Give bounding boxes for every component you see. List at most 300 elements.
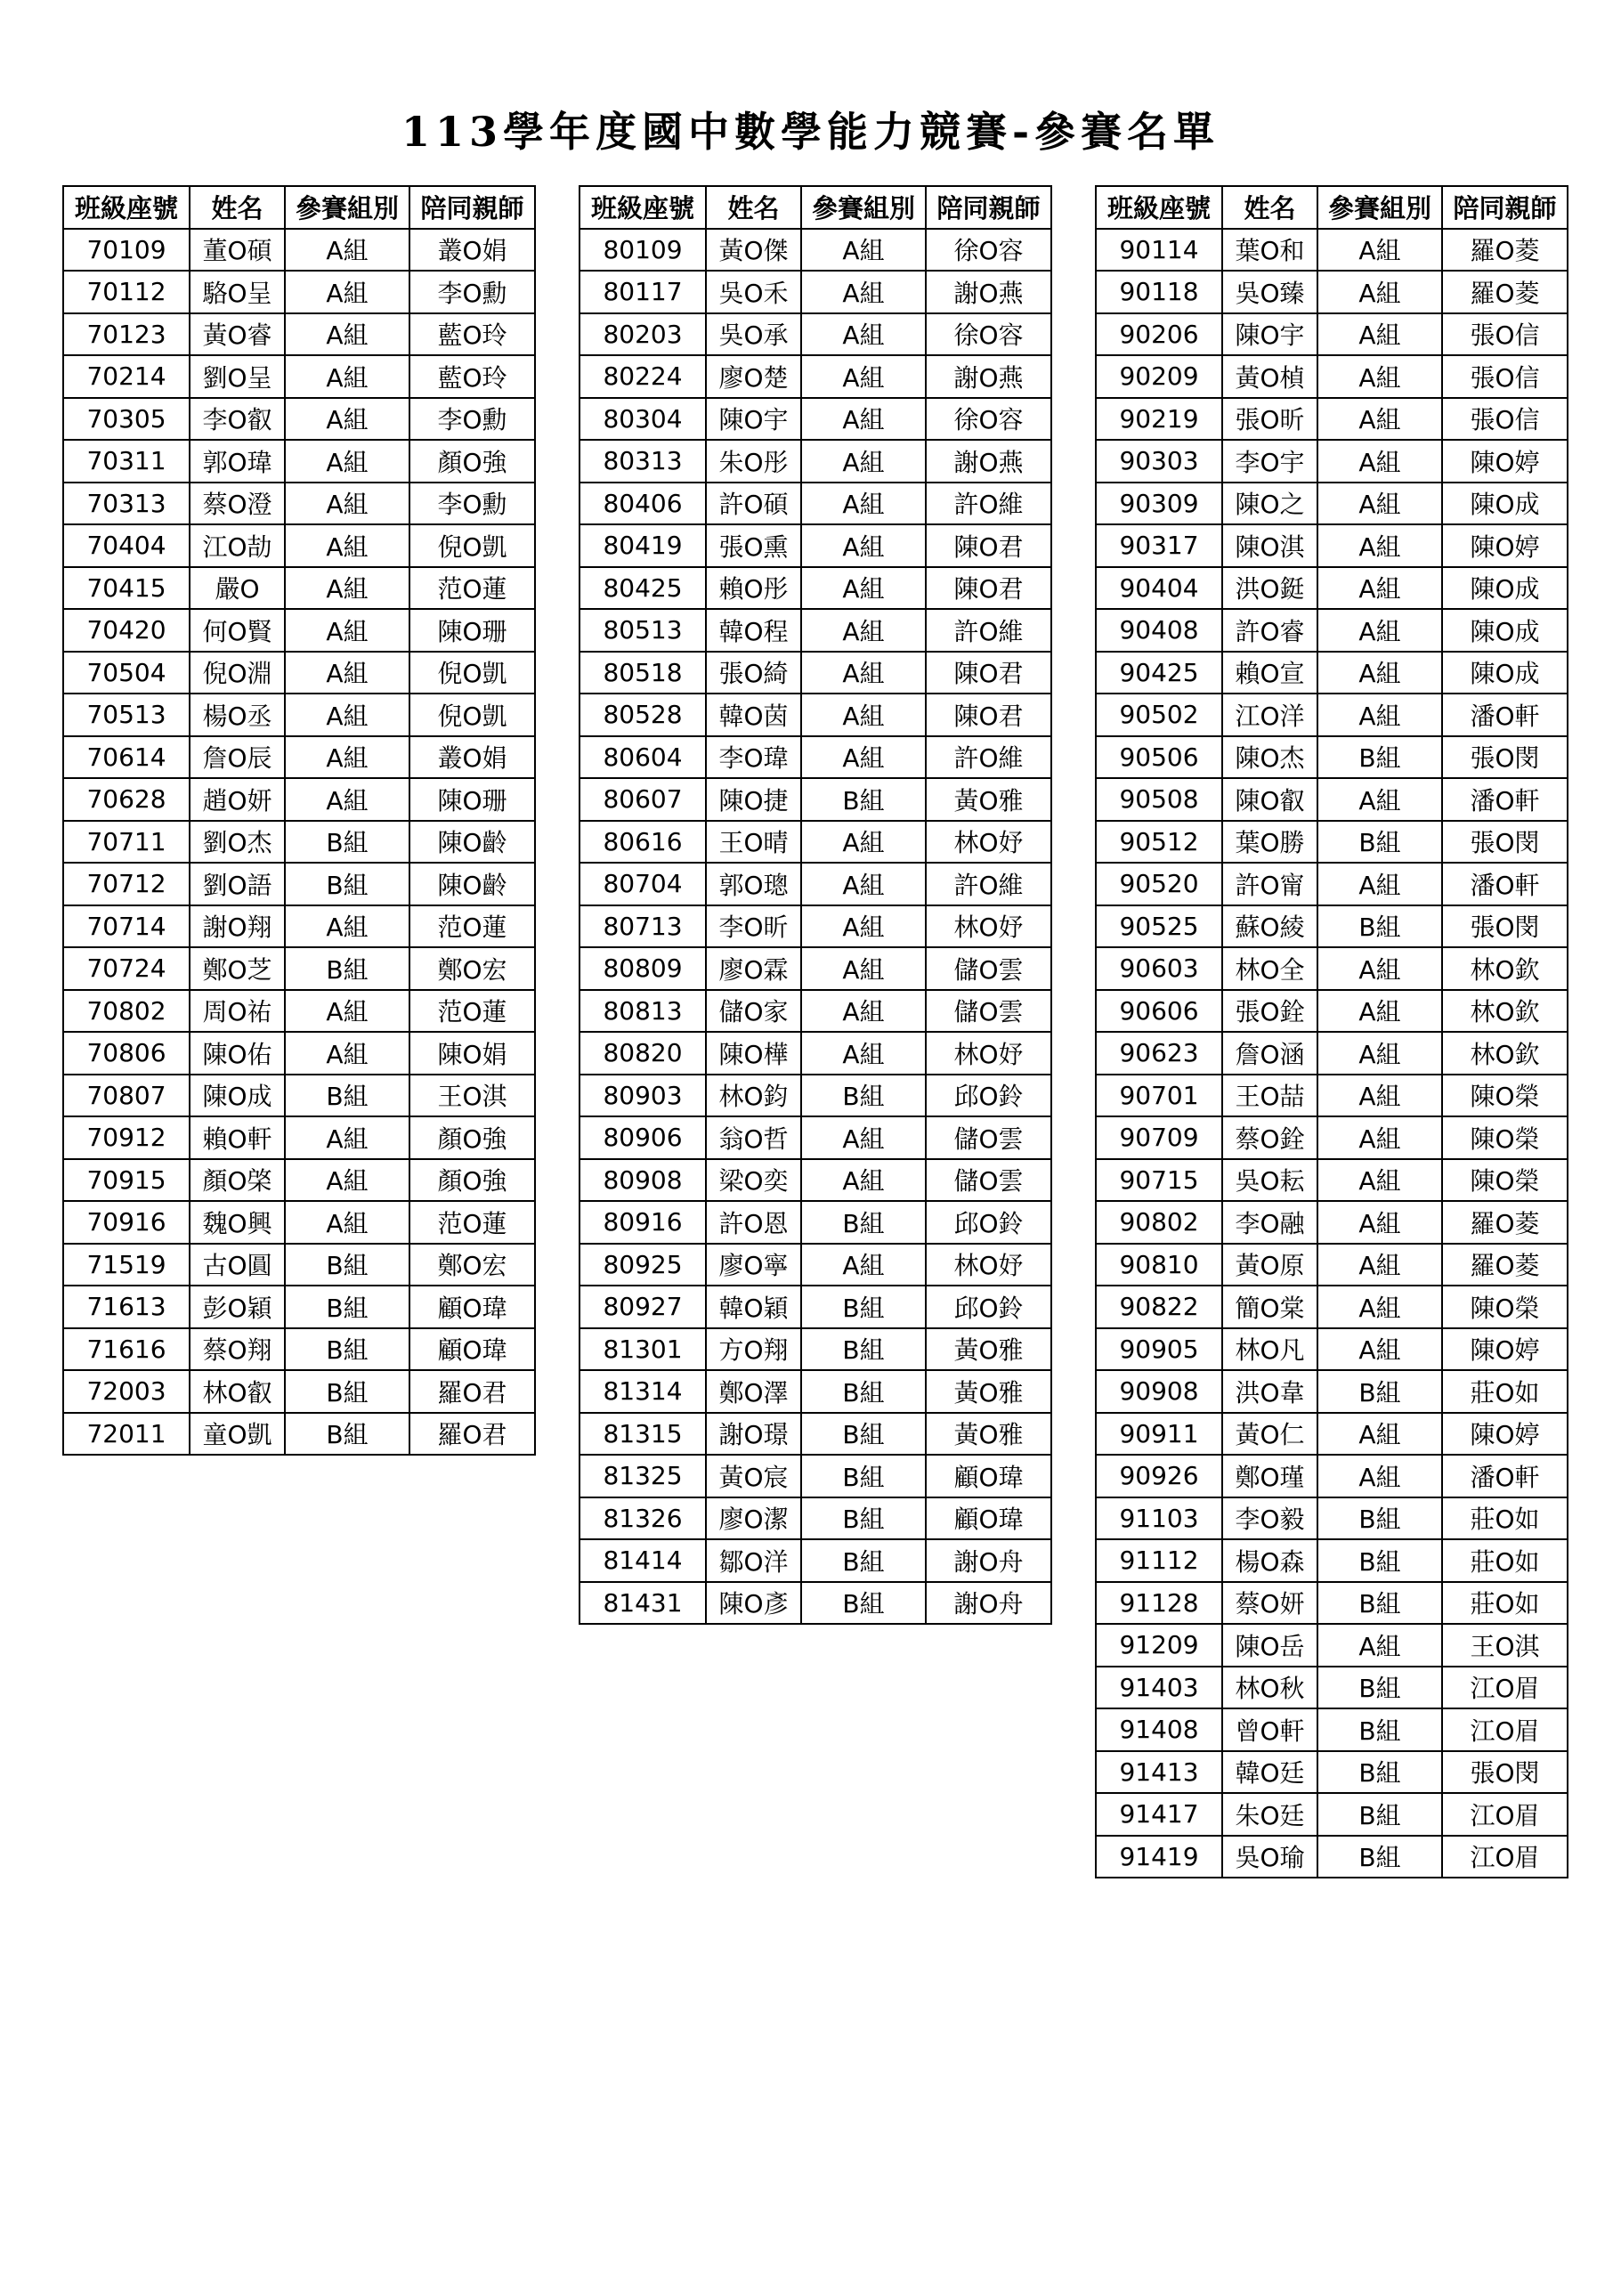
student-name-cell: 林O秋	[1222, 1667, 1317, 1709]
student-name-cell: 駱O呈	[190, 271, 285, 313]
student-name-cell: 江O劼	[190, 524, 285, 567]
group-cell: A組	[801, 1159, 926, 1202]
teacher-cell: 羅O菱	[1442, 271, 1568, 313]
student-name-cell: 簡O棠	[1222, 1286, 1317, 1328]
teacher-cell: 邱O鈴	[926, 1286, 1051, 1328]
group-cell: A組	[285, 524, 409, 567]
teacher-cell: 儲O雲	[926, 1116, 1051, 1159]
group-cell: A組	[285, 483, 409, 525]
class-seat-cell: 80513	[580, 609, 706, 652]
header-teacher: 陪同親師	[1442, 186, 1568, 229]
group-cell: A組	[1317, 271, 1442, 313]
group-cell: A組	[801, 905, 926, 948]
table-row	[1096, 1497, 1568, 1540]
class-seat-cell: 80406	[580, 483, 706, 525]
class-seat-cell: 80425	[580, 567, 706, 610]
student-name-cell: 賴O宣	[1222, 652, 1317, 694]
teacher-cell: 江O眉	[1442, 1667, 1568, 1709]
table-row	[580, 1244, 1051, 1286]
teacher-cell: 江O眉	[1442, 1708, 1568, 1751]
roster-table-grade8	[579, 185, 1052, 1625]
group-cell: B組	[285, 947, 409, 990]
table-row	[1096, 1116, 1568, 1159]
table-header-row	[63, 186, 535, 229]
class-seat-cell: 80704	[580, 863, 706, 905]
class-seat-cell: 70711	[63, 821, 190, 864]
group-cell: B組	[285, 1286, 409, 1328]
student-name-cell: 王O晴	[706, 821, 801, 864]
header-class-seat: 班級座號	[1096, 186, 1222, 229]
class-seat-cell: 71613	[63, 1286, 190, 1328]
table-row	[63, 1032, 535, 1075]
class-seat-cell: 90512	[1096, 821, 1222, 864]
teacher-cell: 范O蓮	[409, 1201, 535, 1244]
group-cell: A組	[1317, 1244, 1442, 1286]
table-row	[580, 1497, 1051, 1540]
student-name-cell: 董O碩	[190, 229, 285, 272]
table-row	[63, 271, 535, 313]
teacher-cell: 陳O婷	[1442, 1328, 1568, 1371]
teacher-cell: 張O信	[1442, 398, 1568, 441]
teacher-cell: 陳O婷	[1442, 1413, 1568, 1456]
group-cell: B組	[1317, 1539, 1442, 1582]
class-seat-cell: 81301	[580, 1328, 706, 1371]
table-row	[63, 1370, 535, 1413]
group-cell: A組	[1317, 398, 1442, 441]
student-name-cell: 倪O淵	[190, 652, 285, 694]
teacher-cell: 倪O凱	[409, 652, 535, 694]
group-cell: A組	[1317, 1286, 1442, 1328]
table-row	[580, 355, 1051, 398]
class-seat-cell: 90709	[1096, 1116, 1222, 1159]
student-name-cell: 曾O軒	[1222, 1708, 1317, 1751]
student-name-cell: 張O銓	[1222, 990, 1317, 1033]
class-seat-cell: 90905	[1096, 1328, 1222, 1371]
class-seat-cell: 90525	[1096, 905, 1222, 948]
student-name-cell: 鄭O芝	[190, 947, 285, 990]
table-row	[580, 1116, 1051, 1159]
group-cell: B組	[801, 1455, 926, 1497]
class-seat-cell: 80927	[580, 1286, 706, 1328]
student-name-cell: 韓O廷	[1222, 1751, 1317, 1794]
group-cell: A組	[801, 990, 926, 1033]
table-row	[63, 990, 535, 1033]
table-row	[580, 863, 1051, 905]
header-name: 姓名	[706, 186, 801, 229]
group-cell: A組	[1317, 229, 1442, 272]
table-row	[1096, 1836, 1568, 1878]
group-cell: A組	[285, 398, 409, 441]
teacher-cell: 陳O珊	[409, 609, 535, 652]
group-cell: B組	[801, 1413, 926, 1456]
table-row	[1096, 229, 1568, 272]
teacher-cell: 莊O如	[1442, 1582, 1568, 1625]
table-row	[580, 1201, 1051, 1244]
table-row	[580, 609, 1051, 652]
class-seat-cell: 80109	[580, 229, 706, 272]
teacher-cell: 陳O榮	[1442, 1159, 1568, 1202]
student-name-cell: 楊O丞	[190, 694, 285, 736]
teacher-cell: 顏O強	[409, 440, 535, 483]
teacher-cell: 陳O齡	[409, 863, 535, 905]
table-row	[580, 1539, 1051, 1582]
student-name-cell: 廖O寧	[706, 1244, 801, 1286]
teacher-cell: 許O維	[926, 863, 1051, 905]
table-row	[580, 905, 1051, 948]
class-seat-cell: 90408	[1096, 609, 1222, 652]
teacher-cell: 林O妤	[926, 821, 1051, 864]
student-name-cell: 洪O鋌	[1222, 567, 1317, 610]
student-name-cell: 顏O棨	[190, 1159, 285, 1202]
group-cell: A組	[801, 947, 926, 990]
group-cell: A組	[1317, 1116, 1442, 1159]
student-name-cell: 陳O叡	[1222, 778, 1317, 821]
student-name-cell: 詹O涵	[1222, 1032, 1317, 1075]
class-seat-cell: 90219	[1096, 398, 1222, 441]
student-name-cell: 李O宇	[1222, 440, 1317, 483]
table-row	[1096, 313, 1568, 356]
class-seat-cell: 90822	[1096, 1286, 1222, 1328]
class-seat-cell: 91103	[1096, 1497, 1222, 1540]
table-row	[63, 821, 535, 864]
table-row	[1096, 736, 1568, 779]
student-name-cell: 吳O禾	[706, 271, 801, 313]
class-seat-cell: 91408	[1096, 1708, 1222, 1751]
teacher-cell: 陳O君	[926, 524, 1051, 567]
student-name-cell: 謝O翔	[190, 905, 285, 948]
group-cell: A組	[1317, 990, 1442, 1033]
table-row	[63, 1286, 535, 1328]
class-seat-cell: 81326	[580, 1497, 706, 1540]
teacher-cell: 謝O舟	[926, 1582, 1051, 1625]
class-seat-cell: 90303	[1096, 440, 1222, 483]
class-seat-cell: 70513	[63, 694, 190, 736]
teacher-cell: 邱O鈴	[926, 1201, 1051, 1244]
group-cell: A組	[1317, 483, 1442, 525]
class-seat-cell: 91419	[1096, 1836, 1222, 1878]
teacher-cell: 徐O容	[926, 313, 1051, 356]
student-name-cell: 魏O興	[190, 1201, 285, 1244]
class-seat-cell: 90623	[1096, 1032, 1222, 1075]
group-cell: A組	[801, 1116, 926, 1159]
student-name-cell: 吳O耘	[1222, 1159, 1317, 1202]
student-name-cell: 李O毅	[1222, 1497, 1317, 1540]
table-row	[580, 1455, 1051, 1497]
table-row	[63, 483, 535, 525]
teacher-cell: 叢O娟	[409, 229, 535, 272]
table-row	[580, 652, 1051, 694]
student-name-cell: 黃O宸	[706, 1455, 801, 1497]
teacher-cell: 顧O瑋	[926, 1497, 1051, 1540]
student-name-cell: 張O熏	[706, 524, 801, 567]
table-row	[580, 736, 1051, 779]
teacher-cell: 張O閔	[1442, 821, 1568, 864]
group-cell: A組	[285, 990, 409, 1033]
header-group: 參賽組別	[285, 186, 409, 229]
group-cell: B組	[801, 1370, 926, 1413]
class-seat-cell: 70724	[63, 947, 190, 990]
class-seat-cell: 90520	[1096, 863, 1222, 905]
teacher-cell: 儲O雲	[926, 947, 1051, 990]
teacher-cell: 范O蓮	[409, 990, 535, 1033]
student-name-cell: 李O融	[1222, 1201, 1317, 1244]
teacher-cell: 陳O娟	[409, 1032, 535, 1075]
table-row	[580, 524, 1051, 567]
table-row	[63, 694, 535, 736]
class-seat-cell: 91209	[1096, 1624, 1222, 1667]
class-seat-cell: 70806	[63, 1032, 190, 1075]
class-seat-cell: 90404	[1096, 567, 1222, 610]
class-seat-cell: 70912	[63, 1116, 190, 1159]
table-row	[580, 821, 1051, 864]
teacher-cell: 羅O菱	[1442, 1201, 1568, 1244]
group-cell: A組	[801, 355, 926, 398]
table-row	[63, 313, 535, 356]
table-row	[1096, 1667, 1568, 1709]
table-row	[1096, 1286, 1568, 1328]
teacher-cell: 黃O雅	[926, 1328, 1051, 1371]
table-row	[580, 1370, 1051, 1413]
teacher-cell: 林O妤	[926, 1244, 1051, 1286]
class-seat-cell: 90317	[1096, 524, 1222, 567]
teacher-cell: 藍O玲	[409, 355, 535, 398]
table-row	[1096, 652, 1568, 694]
group-cell: A組	[801, 271, 926, 313]
student-name-cell: 方O翔	[706, 1328, 801, 1371]
class-seat-cell: 80419	[580, 524, 706, 567]
teacher-cell: 羅O菱	[1442, 1244, 1568, 1286]
table-row	[63, 1328, 535, 1371]
class-seat-cell: 70313	[63, 483, 190, 525]
student-name-cell: 許O碩	[706, 483, 801, 525]
teacher-cell: 謝O燕	[926, 355, 1051, 398]
class-seat-cell: 72003	[63, 1370, 190, 1413]
teacher-cell: 陳O成	[1442, 652, 1568, 694]
header-name: 姓名	[1222, 186, 1317, 229]
group-cell: B組	[1317, 1582, 1442, 1625]
table-row	[1096, 1751, 1568, 1794]
roster-table-grade9	[1095, 185, 1568, 1878]
teacher-cell: 儲O雲	[926, 1159, 1051, 1202]
class-seat-cell: 81325	[580, 1455, 706, 1497]
table-row	[63, 1075, 535, 1117]
group-cell: B組	[1317, 1708, 1442, 1751]
student-name-cell: 張O昕	[1222, 398, 1317, 441]
teacher-cell: 陳O榮	[1442, 1286, 1568, 1328]
class-seat-cell: 90206	[1096, 313, 1222, 356]
class-seat-cell: 90502	[1096, 694, 1222, 736]
student-name-cell: 蔡O翔	[190, 1328, 285, 1371]
table-row	[580, 1159, 1051, 1202]
class-seat-cell: 70714	[63, 905, 190, 948]
teacher-cell: 林O欽	[1442, 947, 1568, 990]
teacher-cell: 顧O瑋	[409, 1328, 535, 1371]
header-class-seat: 班級座號	[580, 186, 706, 229]
table-row	[1096, 567, 1568, 610]
group-cell: A組	[1317, 1624, 1442, 1667]
class-seat-cell: 72011	[63, 1413, 190, 1456]
teacher-cell: 李O勳	[409, 398, 535, 441]
student-name-cell: 楊O森	[1222, 1539, 1317, 1582]
teacher-cell: 莊O如	[1442, 1370, 1568, 1413]
table-row	[1096, 1201, 1568, 1244]
group-cell: A組	[801, 398, 926, 441]
class-seat-cell: 71519	[63, 1244, 190, 1286]
teacher-cell: 江O眉	[1442, 1793, 1568, 1836]
student-name-cell: 鄭O瑾	[1222, 1455, 1317, 1497]
table-row	[63, 905, 535, 948]
teacher-cell: 莊O如	[1442, 1497, 1568, 1540]
group-cell: B組	[285, 821, 409, 864]
student-name-cell: 梁O奕	[706, 1159, 801, 1202]
group-cell: B組	[801, 1075, 926, 1117]
class-seat-cell: 90911	[1096, 1413, 1222, 1456]
group-cell: B組	[801, 1201, 926, 1244]
teacher-cell: 顏O強	[409, 1159, 535, 1202]
class-seat-cell: 70504	[63, 652, 190, 694]
teacher-cell: 李O勳	[409, 483, 535, 525]
student-name-cell: 鄒O洋	[706, 1539, 801, 1582]
table-row	[1096, 1582, 1568, 1625]
student-name-cell: 吳O承	[706, 313, 801, 356]
teacher-cell: 陳O榮	[1442, 1075, 1568, 1117]
teacher-cell: 李O勳	[409, 271, 535, 313]
group-cell: A組	[1317, 1413, 1442, 1456]
group-cell: A組	[1317, 652, 1442, 694]
student-name-cell: 蘇O綾	[1222, 905, 1317, 948]
student-name-cell: 劉O杰	[190, 821, 285, 864]
group-cell: B組	[1317, 736, 1442, 779]
teacher-cell: 謝O燕	[926, 440, 1051, 483]
student-name-cell: 許O恩	[706, 1201, 801, 1244]
group-cell: A組	[801, 609, 926, 652]
group-cell: A組	[285, 271, 409, 313]
header-name: 姓名	[190, 186, 285, 229]
student-name-cell: 陳O樺	[706, 1032, 801, 1075]
student-name-cell: 葉O勝	[1222, 821, 1317, 864]
student-name-cell: 黃O睿	[190, 313, 285, 356]
student-name-cell: 彭O穎	[190, 1286, 285, 1328]
table-row	[63, 524, 535, 567]
table-row	[580, 483, 1051, 525]
table-row	[1096, 947, 1568, 990]
student-name-cell: 黃O傑	[706, 229, 801, 272]
group-cell: B組	[1317, 1751, 1442, 1794]
class-seat-cell: 70311	[63, 440, 190, 483]
class-seat-cell: 90508	[1096, 778, 1222, 821]
student-name-cell: 朱O彤	[706, 440, 801, 483]
class-seat-cell: 90606	[1096, 990, 1222, 1033]
group-cell: A組	[801, 694, 926, 736]
group-cell: B組	[1317, 1497, 1442, 1540]
class-seat-cell: 70802	[63, 990, 190, 1033]
student-name-cell: 黃O原	[1222, 1244, 1317, 1286]
class-seat-cell: 90926	[1096, 1455, 1222, 1497]
teacher-cell: 黃O雅	[926, 778, 1051, 821]
class-seat-cell: 80117	[580, 271, 706, 313]
group-cell: B組	[285, 1328, 409, 1371]
group-cell: A組	[285, 652, 409, 694]
table-row	[1096, 990, 1568, 1033]
table-row	[1096, 1708, 1568, 1751]
table-row	[1096, 1455, 1568, 1497]
table-row	[580, 271, 1051, 313]
table-row	[1096, 1032, 1568, 1075]
class-seat-cell: 90802	[1096, 1201, 1222, 1244]
teacher-cell: 王O淇	[1442, 1624, 1568, 1667]
table-row	[1096, 1075, 1568, 1117]
teacher-cell: 邱O鈴	[926, 1075, 1051, 1117]
table-row	[63, 652, 535, 694]
teacher-cell: 許O維	[926, 609, 1051, 652]
table-row	[580, 440, 1051, 483]
group-cell: A組	[285, 778, 409, 821]
group-cell: A組	[801, 229, 926, 272]
table-row	[580, 313, 1051, 356]
class-seat-cell: 90506	[1096, 736, 1222, 779]
group-cell: A組	[1317, 355, 1442, 398]
class-seat-cell: 80925	[580, 1244, 706, 1286]
group-cell: A組	[1317, 694, 1442, 736]
class-seat-cell: 80820	[580, 1032, 706, 1075]
teacher-cell: 潘O軒	[1442, 778, 1568, 821]
student-name-cell: 賴O彤	[706, 567, 801, 610]
table-header-row	[580, 186, 1051, 229]
group-cell: A組	[285, 905, 409, 948]
teacher-cell: 張O信	[1442, 355, 1568, 398]
class-seat-cell: 80528	[580, 694, 706, 736]
table-row	[580, 398, 1051, 441]
class-seat-cell: 70420	[63, 609, 190, 652]
class-seat-cell: 80616	[580, 821, 706, 864]
table-row	[1096, 1328, 1568, 1371]
student-name-cell: 儲O家	[706, 990, 801, 1033]
table-row	[580, 1582, 1051, 1625]
group-cell: B組	[1317, 1836, 1442, 1878]
group-cell: A組	[1317, 609, 1442, 652]
group-cell: B組	[1317, 1793, 1442, 1836]
student-name-cell: 洪O韋	[1222, 1370, 1317, 1413]
group-cell: A組	[1317, 524, 1442, 567]
student-name-cell: 郭O璁	[706, 863, 801, 905]
student-name-cell: 林O全	[1222, 947, 1317, 990]
teacher-cell: 顧O瑋	[409, 1286, 535, 1328]
teacher-cell: 鄭O宏	[409, 947, 535, 990]
teacher-cell: 黃O雅	[926, 1413, 1051, 1456]
table-row	[63, 1244, 535, 1286]
student-name-cell: 翁O哲	[706, 1116, 801, 1159]
teacher-cell: 謝O舟	[926, 1539, 1051, 1582]
teacher-cell: 潘O軒	[1442, 1455, 1568, 1497]
class-seat-cell: 90114	[1096, 229, 1222, 272]
group-cell: A組	[285, 609, 409, 652]
student-name-cell: 王O喆	[1222, 1075, 1317, 1117]
student-name-cell: 陳O宇	[706, 398, 801, 441]
class-seat-cell: 80713	[580, 905, 706, 948]
header-teacher: 陪同親師	[926, 186, 1051, 229]
student-name-cell: 賴O軒	[190, 1116, 285, 1159]
class-seat-cell: 70404	[63, 524, 190, 567]
group-cell: B組	[1317, 1667, 1442, 1709]
teacher-cell: 陳O婷	[1442, 524, 1568, 567]
student-name-cell: 郭O瑋	[190, 440, 285, 483]
group-cell: B組	[1317, 905, 1442, 948]
group-cell: A組	[1317, 1328, 1442, 1371]
table-row	[580, 1328, 1051, 1371]
student-name-cell: 韓O茵	[706, 694, 801, 736]
group-cell: B組	[285, 863, 409, 905]
teacher-cell: 黃O雅	[926, 1370, 1051, 1413]
